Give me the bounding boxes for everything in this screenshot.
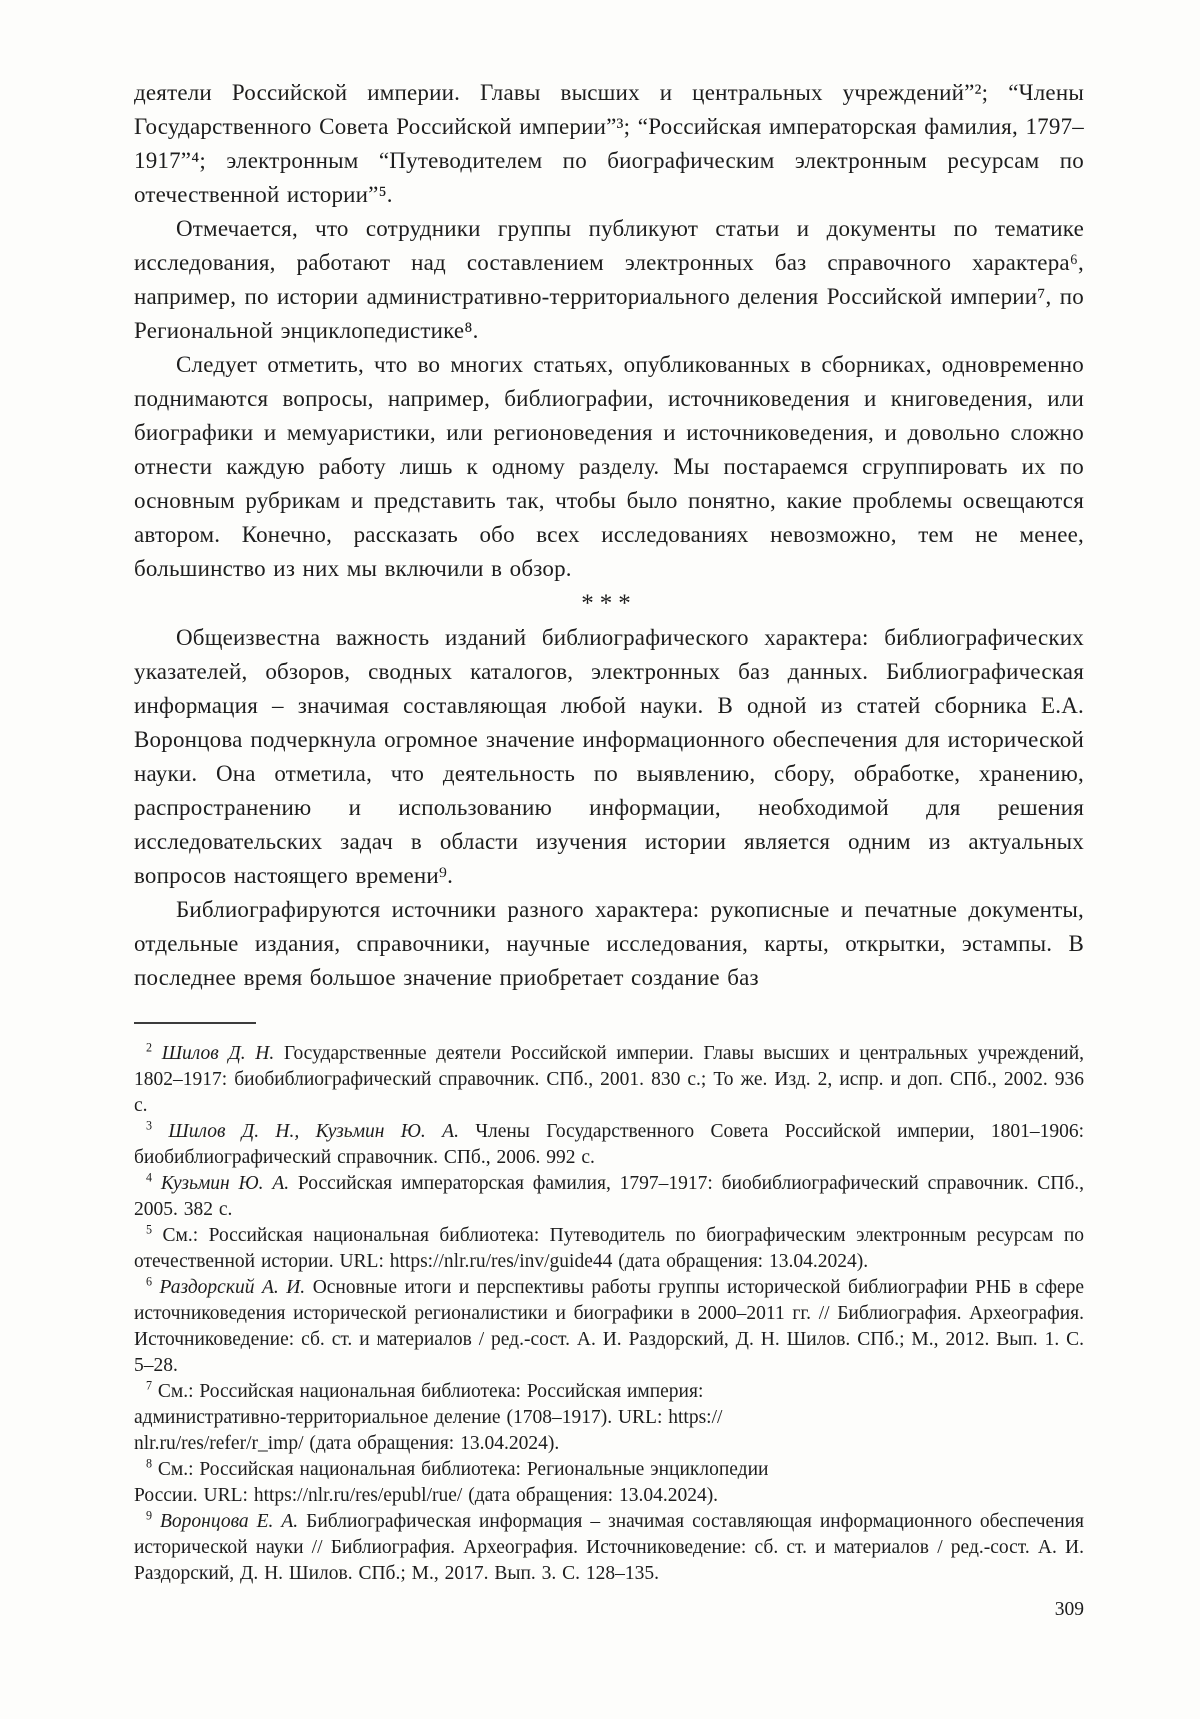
footnote-text: Государственные деятели Российской империи. Главы высших и центральных учреждений, 1802–1917: биобиблиографический справочник. СПб., 2001. 830 с.; То же. Изд. 2, испр. и доп. СПб., 2002. 936 с. bbox=[134, 1043, 1090, 1116]
page-number: 309 bbox=[1054, 1599, 1084, 1620]
footnote bbox=[134, 1508, 1090, 1587]
footnote-text: См.: Российская национальная библиотека: Российская империя: административно-территориальное деление (1708–1917). URL: https:// nlr.ru/res/refer/r_imp/ (дата обращения: 13.04.2024). bbox=[134, 1381, 723, 1454]
footnote bbox=[134, 1222, 1090, 1275]
footnote bbox=[134, 1040, 1090, 1119]
body-paragraph: Отмечается, что сотрудники группы публикуют статьи и документы по тематике исследования, работают над составлением электронных баз справочного характера⁶, например, по истории административно-территориального деления Российской империи⁷, по Региональной энциклопедистике⁸. bbox=[134, 216, 1084, 343]
footnote-text: Российская императорская фамилия, 1797–1917: биобиблиографический справочник. СПб., 2005. 382 с. bbox=[134, 1173, 1090, 1220]
footnote-marker: 8 bbox=[146, 1456, 153, 1471]
footnote-author: Шилов Д. Н., Кузьмин Ю. А. bbox=[168, 1121, 459, 1142]
footnote-text: Члены Государственного Совета Российской империи, 1801–1906: биобиблиографический справочник. СПб., 2006. 992 с. bbox=[134, 1121, 1090, 1168]
footnote-author: Раздорский А. И. bbox=[159, 1277, 306, 1298]
footnote-marker: 9 bbox=[146, 1508, 153, 1523]
body-paragraph: Общеизвестна важность изданий библиографического характера: библиографических указателей, обзоров, сводных каталогов, электронных баз данных. Библиографическая информация – значимая составляющая любой науки. В одной из статей сборника Е.А. Воронцова подчеркнула огромное значение информационного обеспечения для исторической науки. Она отметила, что деятельность по выявлению, сбору, обработке, хранению, распространению и использованию информации, необходимой для решения исследовательских задач в области изучения истории является одним из актуальных вопросов настоящего времени⁹. bbox=[134, 625, 1084, 888]
footnote-text: Библиографическая информация – значимая составляющая информационного обеспечения исторической науки // Библиография. Археография. Источниковедение: сб. ст. и материалов / ред.-сост. А. И. Раздорский, Д. Н. Шилов. СПб.; М., 2017. Вып. 3. С. 128–135. bbox=[134, 1511, 1090, 1584]
footnote-author: Кузьмин Ю. А. bbox=[160, 1173, 290, 1194]
footnote-text: См.: Российская национальная библиотека: Путеводитель по биографическим электронным ресурсам по отечественной истории. URL: https://nlr.ru/res/inv/guide44 (дата обращения: 13.04.2024). bbox=[134, 1225, 1090, 1272]
footnote-text: Основные итоги и перспективы работы группы исторической библиографии РНБ в сфере источниковедения исторической регионалистики и биографики в 2000–2011 гг. // Библиография. Археография. Источниковедение: сб. ст. и материалов / ред.-сост. А. И. Раздорский, Д. Н. Шилов. СПб.; М., 2012. Вып. 1. С. 5–28. bbox=[134, 1277, 1090, 1376]
footnote bbox=[134, 1274, 1090, 1379]
footnote bbox=[134, 1457, 1084, 1509]
footnote-marker: 5 bbox=[146, 1222, 153, 1237]
footnote-author: Воронцова Е. А. bbox=[160, 1511, 299, 1532]
body-paragraph: Следует отметить, что во многих статьях, опубликованных в сборниках, одновременно поднимаются вопросы, например, библиографии, источниковедения и книговедения, или биографики и мемуаристики, или регионоведения и источниковедения, и довольно сложно отнести каждую работу лишь к одному разделу. Мы постараемся сгруппировать их по основным рубрикам и представить так, чтобы было понятно, какие проблемы освещаются автором. Конечно, рассказать обо всех исследованиях невозможно, тем не менее, большинство из них мы включили в обзор. bbox=[134, 352, 1084, 581]
footnote-author: Шилов Д. Н. bbox=[161, 1043, 275, 1064]
body-paragraph: Библиографируются источники разного характера: рукописные и печатные документы, отдельные издания, справочники, научные исследования, карты, открытки, эстампы. В последнее время большое значение приобретает создание баз bbox=[134, 897, 1084, 990]
footnote-text: См.: Российская национальная библиотека: Региональные энциклопедии России. URL: https://nlr.ru/res/epubl/rue/ (дата обращения: 13.04.2024). bbox=[134, 1459, 769, 1506]
footnotes-block bbox=[134, 1040, 1090, 1591]
footnote bbox=[134, 1118, 1090, 1171]
body-paragraph-continuation: деятели Российской империи. Главы высших и центральных учреждений”²; “Члены Государственного Совета Российской империи”³; “Российская императорская фамилия, 1797–1917”⁴; электронным “Путеводителем по биографическим электронным ресурсам по отечественной истории”⁵. bbox=[134, 80, 1084, 207]
footnote-separator-rule bbox=[134, 1022, 256, 1024]
body-text-block bbox=[134, 76, 1084, 1022]
footnote-marker: 4 bbox=[146, 1170, 153, 1185]
footnote-marker: 3 bbox=[146, 1118, 153, 1133]
footnote-marker: 7 bbox=[146, 1378, 153, 1393]
footnote-marker: 2 bbox=[146, 1040, 153, 1055]
footnote bbox=[134, 1379, 1084, 1457]
section-break-stars: *** bbox=[581, 590, 637, 617]
footnote bbox=[134, 1170, 1090, 1223]
footnote-marker: 6 bbox=[146, 1274, 153, 1289]
